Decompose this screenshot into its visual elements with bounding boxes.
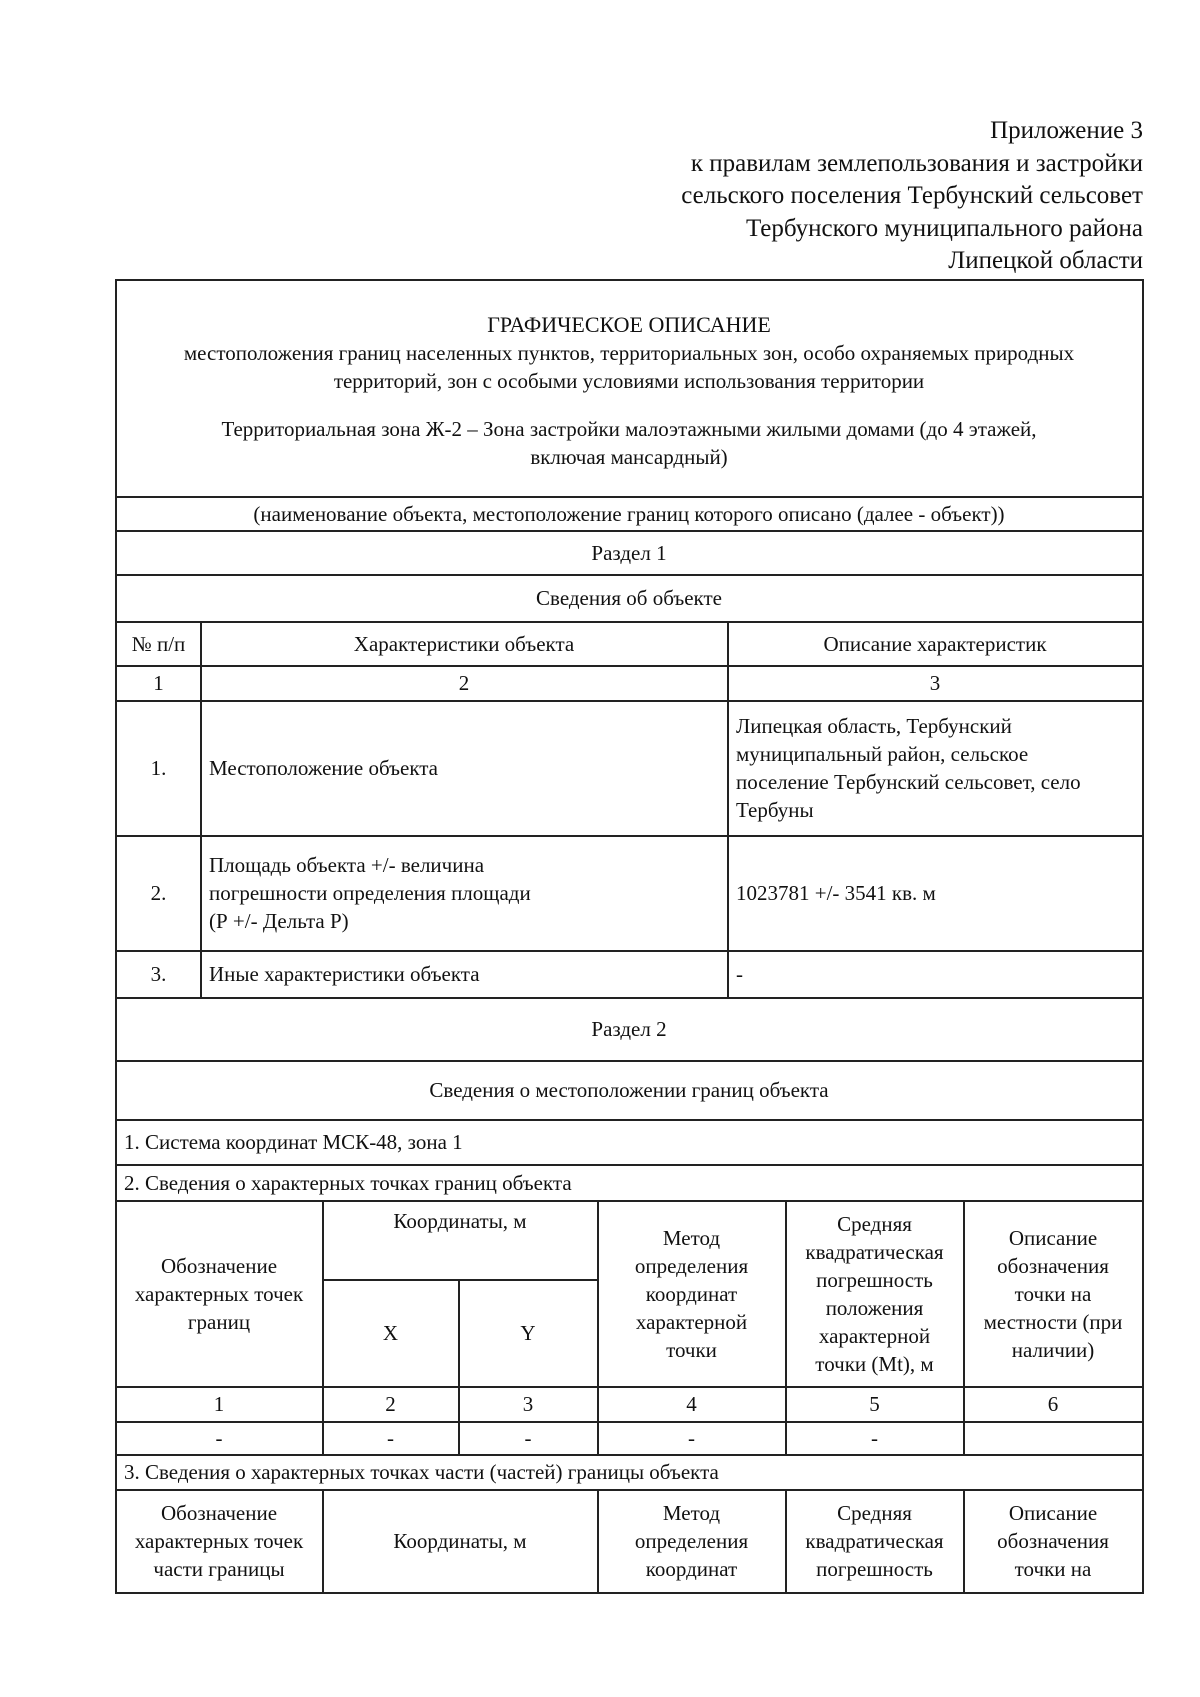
text-line: погрешности определения площади: [209, 881, 531, 905]
text-line: квадратическая: [805, 1529, 944, 1553]
coordinates-header: Координаты, м: [393, 1529, 527, 1553]
y-header: Y: [520, 1321, 536, 1345]
text-line: характерных точек: [134, 1529, 304, 1553]
text-line: наличии): [1011, 1337, 1095, 1362]
column-number: 1: [153, 671, 164, 695]
column-header: [964, 1490, 1142, 1592]
column-header: [964, 1201, 1142, 1386]
text-line: погрешность: [816, 1557, 933, 1581]
text-line: -: [736, 962, 743, 986]
text-line: Иные характеристики объекта: [209, 962, 480, 986]
object-name: включая мансардный): [530, 445, 728, 469]
text-line: Обозначение: [160, 1501, 278, 1525]
row-number: 3.: [150, 962, 167, 986]
row-name: [201, 951, 727, 997]
text-line: обозначения: [997, 1253, 1109, 1278]
coordinate-system: 1. Система координат МСК-48, зона 1: [124, 1130, 463, 1154]
column-number: 5: [869, 1392, 880, 1416]
text-line: точки (Mt), м: [815, 1351, 934, 1376]
text-line: координат: [645, 1557, 738, 1581]
column-header: № п/п: [131, 631, 186, 656]
text-line: 1023781 +/- 3541 кв. м: [736, 881, 936, 905]
text-line: Метод: [662, 1501, 721, 1525]
table-cell: -: [215, 1426, 223, 1450]
text-line: характерных точек: [134, 1281, 304, 1306]
object-note: (наименование объекта, местоположение границ которого описано (далее - объект)): [253, 501, 1005, 526]
text-line: определения: [634, 1529, 749, 1553]
text-line: Тербуны: [736, 798, 814, 822]
column-header: Описание характеристик: [823, 631, 1047, 656]
column-header: [786, 1490, 963, 1592]
row-name: [201, 836, 727, 950]
column-header: [786, 1201, 963, 1386]
table-cell: -: [688, 1426, 695, 1450]
text-line: точки: [666, 1337, 717, 1362]
text-line: границ: [187, 1309, 251, 1334]
text-line: местности (при: [983, 1309, 1123, 1334]
text-line: обозначения: [997, 1529, 1109, 1553]
column-number: 6: [1047, 1392, 1059, 1416]
column-number: 1: [213, 1392, 225, 1416]
text-line: Обозначение: [160, 1253, 278, 1278]
header-line: сельского поселения Тербунский сельсовет: [681, 182, 1143, 209]
row-name: [201, 701, 727, 835]
row-number: 2.: [150, 881, 167, 905]
x-header: X: [382, 1321, 399, 1345]
row-value: [728, 951, 1142, 997]
section-1-title: Сведения об объекте: [536, 586, 722, 610]
row-value: [728, 836, 1142, 950]
document-header: [681, 115, 1143, 278]
text-line: Липецкая область, Тербунский: [736, 714, 1012, 738]
points-title: 2. Сведения о характерных точках границ объекта: [124, 1170, 572, 1195]
header-line: Приложение 3: [990, 117, 1143, 144]
row-value: [728, 701, 1142, 835]
coordinates-header: Координаты, м: [393, 1209, 527, 1233]
text-line: Средняя: [837, 1501, 912, 1525]
text-line: Описание: [1008, 1501, 1098, 1525]
column-number: 3: [929, 671, 941, 695]
column-number: 2: [458, 671, 470, 695]
column-header: [598, 1490, 785, 1592]
column-header: [116, 1201, 322, 1386]
text-line: Описание: [1008, 1225, 1098, 1250]
text-line: определения: [634, 1253, 749, 1278]
row-number: 1.: [150, 756, 167, 780]
column-number: 2: [385, 1392, 396, 1416]
column-header: Характеристики объекта: [353, 631, 575, 656]
text-line: квадратическая: [805, 1239, 944, 1264]
column-header: [598, 1201, 785, 1386]
header-line: Липецкой области: [948, 247, 1143, 274]
text-line: поселение Тербунский сельсовет, село: [736, 770, 1081, 794]
text-line: муниципальный район, сельское: [736, 742, 1029, 766]
text-line: положения: [825, 1295, 924, 1320]
column-number: 4: [686, 1392, 697, 1416]
text-line: характерной: [635, 1309, 748, 1334]
text-line: Метод: [662, 1225, 721, 1250]
text-line: части границы: [153, 1557, 285, 1581]
document-subtitle: территорий, зон с особыми условиями использования территории: [333, 369, 925, 393]
table-cell: -: [387, 1426, 394, 1450]
column-header: [116, 1490, 322, 1592]
column-number: 3: [522, 1392, 534, 1416]
section-2-heading: Раздел 2: [591, 1017, 667, 1041]
table-cell: -: [524, 1426, 532, 1450]
text-line: характерной: [818, 1323, 931, 1348]
header-line: к правилам землепользования и застройки: [690, 149, 1143, 177]
document-subtitle: местоположения границ населенных пунктов, территориальных зон, особо охраняемых природных: [183, 341, 1075, 365]
text-line: Местоположение объекта: [209, 756, 439, 780]
text-line: координат: [645, 1281, 738, 1306]
table-cell: [964, 1422, 1142, 1454]
section-2-title: Сведения о местоположении границ объекта: [429, 1078, 829, 1102]
text-line: (Р +/- Дельта Р): [209, 909, 349, 933]
section-1-heading: Раздел 1: [591, 540, 667, 565]
title-block: [116, 309, 1142, 489]
text-line: точки на: [1014, 1557, 1092, 1581]
text-line: точки на: [1014, 1281, 1092, 1306]
text-line: Средняя: [837, 1211, 912, 1236]
header-line: Тербунского муниципального района: [745, 214, 1143, 242]
object-name: Территориальная зона Ж-2 – Зона застройки малоэтажными жилыми домами (до 4 этажей,: [221, 417, 1037, 441]
document-title: ГРАФИЧЕСКОЕ ОПИСАНИЕ: [487, 312, 771, 337]
text-line: Площадь объекта +/- величина: [209, 853, 485, 877]
table-cell: -: [871, 1426, 878, 1450]
part-points-title: 3. Сведения о характерных точках части (частей) границы объекта: [124, 1460, 719, 1484]
text-line: погрешность: [816, 1267, 933, 1292]
